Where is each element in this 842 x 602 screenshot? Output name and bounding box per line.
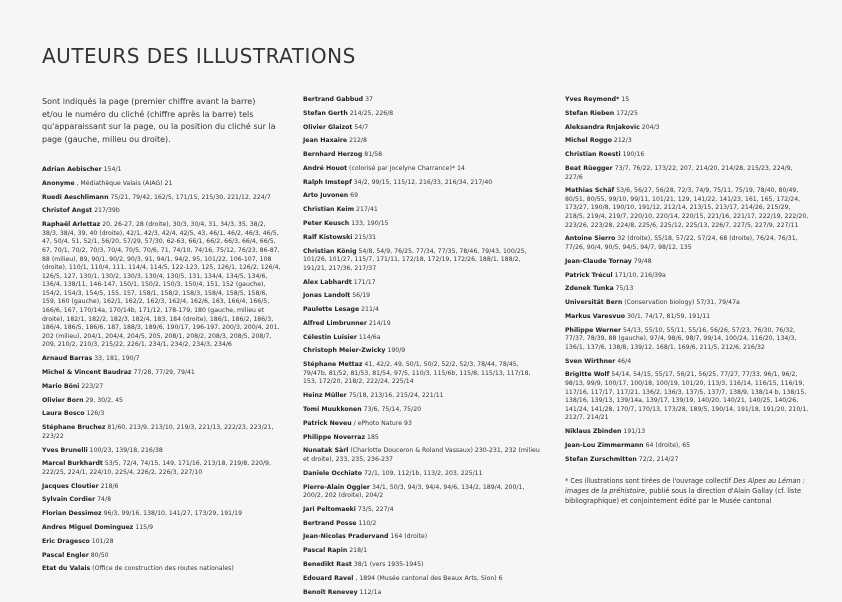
credit-name: Christian Keim: [303, 206, 355, 214]
credit-entry: [303, 320, 543, 329]
credit-entry: [303, 96, 543, 105]
credit-name: Christoph Meier-Zwicky: [303, 347, 386, 355]
credit-name: Patrick Neveu: [303, 419, 352, 427]
column-middle: [303, 96, 543, 602]
credit-name: Niklaus Zbinden: [565, 428, 622, 436]
credit-name: Yves Brunelli: [42, 446, 88, 454]
credit-name: Alex Labhardt: [303, 278, 352, 286]
credit-refs: 75/13: [615, 285, 634, 293]
footnote-rest: , publié sous la direction d'Alain Gallay (cf. liste bibliographique) et conjointement édité par le Musée cantonal: [565, 487, 802, 506]
credit-entry: [303, 392, 543, 401]
credit-refs: 133, 190/15: [351, 220, 389, 228]
credit-name: Arnaud Barras: [42, 355, 93, 363]
credit-refs: 30/1, 74/17, 81/59, 191/11: [626, 312, 711, 320]
credit-name: Ralph Imstepf: [303, 178, 352, 186]
credit-entry: [42, 460, 282, 477]
credit-entry: [565, 137, 810, 146]
credit-name: Jonas Landolt: [303, 292, 351, 300]
credit-entry: [565, 371, 810, 423]
credit-refs: 190/16: [622, 151, 645, 159]
credit-refs: 110/2: [358, 519, 377, 527]
credit-entry: [565, 124, 810, 133]
credit-refs: 15: [621, 96, 630, 103]
credit-entry: [565, 272, 810, 281]
credit-name: Florian Dessimoz: [42, 510, 102, 518]
credit-name: Brigitte Wolf: [565, 371, 610, 379]
credit-name: Alfred Limbrunner: [303, 319, 367, 327]
credit-entry: [303, 470, 543, 479]
credit-name: Ruedi Aeschlimann: [42, 193, 109, 201]
credit-name: Célestin Luisier: [303, 333, 357, 341]
credit-entry: [565, 96, 810, 105]
credit-entry: [303, 506, 543, 515]
credit-name: Christian König: [303, 247, 357, 255]
credit-refs: 115/9: [135, 524, 154, 531]
credit-name: Laura Bosco: [42, 410, 85, 418]
credit-name: Edouard Ravel: [303, 574, 354, 582]
credit-refs: 34/1, 50/3, 94/3, 94/4, 94/6, 134/2, 189/4, 200/1, 200/2, 202 (droite), 204/2: [303, 483, 525, 500]
credit-name: Markus Varesvuo: [565, 312, 625, 320]
credit-name: Christian Roesti: [565, 151, 621, 159]
credit-entry: [565, 313, 810, 322]
credit-refs: 74/8: [97, 496, 112, 504]
credit-refs: 53/6, 56/27, 56/28, 72/3, 74/9, 75/11, 75/19, 78/40, 80/49, 80/51, 80/55, 99/10, 99/11, 101/21, 129, 141/22, 141/23, 161, 165, 172/24, 173/27, 190/8, 190/10, 191/12, 212/14, 213/15, 213/17, 214/26, 215/29, 218/5, 219/4, 219/7, 220/10, 220/14, 220/15, 221/16, 221/17, 222/19, 222/20, 223/26, 223/28, 224/8, 225/6, 225/12, 225/13, 226/7, 227/5, 227/9, 227/11: [565, 187, 809, 229]
credit-entry: [42, 355, 282, 364]
credit-refs: 46/4: [617, 357, 632, 365]
credits-list-middle: [303, 96, 543, 597]
credit-name: Pascal Rapin: [303, 547, 348, 555]
credit-entry: [303, 110, 543, 119]
credit-name: Sylvain Cordier: [42, 496, 96, 504]
column-right: [565, 96, 810, 506]
credit-name: Benedikt Rast: [303, 561, 352, 568]
credit-refs: 38/1 (vers 1935-1945): [353, 561, 424, 568]
credit-refs: 64 (droite), 65: [645, 442, 691, 449]
credit-entry: [303, 220, 543, 229]
credit-name: Beat Rüegger: [565, 164, 613, 172]
credit-refs: 56/19: [352, 292, 371, 300]
credit-entry: [565, 285, 810, 294]
credit-refs: 73/6, 75/14, 75/20: [363, 406, 422, 413]
column-left: [42, 96, 282, 579]
footnote-book-title: Des Alpes au Léman : images de la préhistoire: [565, 477, 805, 496]
credit-entry: [303, 520, 543, 529]
credit-refs: (Conservation biology) 57/31, 79/47a: [624, 299, 740, 307]
credit-name: Ralf Kistowski: [303, 233, 353, 241]
credit-refs: 73/5, 227/4: [357, 505, 394, 513]
credit-entry: [565, 165, 810, 182]
credit-refs: 75/21, 79/42, 162/5, 171/15, 215/30, 221/12, 224/7: [110, 193, 271, 201]
credit-name: Stefan Gerth: [303, 109, 348, 117]
credit-entry: [565, 187, 810, 230]
credit-refs: 77/28, 77/29, 79/41: [133, 369, 195, 376]
credit-name: Pascal Engler: [42, 551, 89, 559]
credit-entry: [565, 258, 810, 267]
credit-name: Olivier Born: [42, 396, 84, 404]
credit-refs: 114/6a: [358, 333, 381, 341]
credit-refs: 54/8, 54/9, 76/25, 77/34, 77/35, 78/46, 79/43, 100/25, 101/26, 101/27, 115/7, 171/11, 172/18, 172/19, 172/26, 188/1, 188/2, 191/21, 217/36, 217/37: [303, 247, 527, 272]
credit-refs: 171/10, 216/39a: [614, 271, 666, 279]
credit-refs: 172/25: [616, 109, 638, 117]
credit-entry: [303, 306, 543, 315]
credit-name: Universität Bern: [565, 299, 623, 307]
credit-name: Stéphane Bruchez: [42, 424, 106, 432]
credit-refs: (colorisé par Jocelyne Charrance)* 14: [349, 164, 465, 172]
credit-refs: 214/25, 226/8: [349, 109, 394, 117]
footnote-lead: * Ces illustrations sont tirées de l'ouvrage collectif: [565, 477, 734, 486]
credit-entry: [303, 334, 543, 343]
credit-refs: 215/31: [354, 233, 377, 241]
credit-refs: 101/28: [91, 537, 114, 545]
credit-entry: [303, 420, 543, 429]
credit-entry: [42, 369, 282, 378]
credit-entry: [42, 397, 282, 406]
credit-refs: 211/4: [361, 306, 379, 314]
credit-refs: 33, 181, 190/7: [94, 355, 140, 363]
credit-refs: 54/13, 55/10, 55/11, 55/16, 56/26, 57/23, 76/30, 76/32, 77/37, 78/39, 88 (gauche), 97/4, 98/6, 98/7, 99/14, 100/24, 116/20, 134/3, 136/1, 137/6, 138/8, 139/12, 168/1, 169/6, 211/5, 212/6, 216/32: [565, 326, 797, 351]
credit-refs: / ePhoto Nature 93: [353, 419, 412, 427]
credit-name: Andres Miguel Dominguez: [42, 524, 134, 531]
credit-name: Aleksandra Rnjakovic: [565, 123, 640, 131]
credit-entry: [303, 547, 543, 556]
credit-name: Sven Wirthner: [565, 357, 616, 365]
credit-refs: 81/58: [364, 151, 383, 159]
credit-name: Bertrand Gabbud: [303, 96, 364, 103]
credit-refs: 217/41: [356, 206, 378, 214]
credit-entry: [303, 124, 543, 133]
credit-entry: [565, 442, 810, 451]
credit-name: André Houot: [303, 164, 348, 172]
credit-refs: 218/6: [100, 482, 119, 490]
credit-name: Christof Angst: [42, 207, 93, 215]
credit-refs: (Charlotte Douceron & Roland Vassaux) 230-231, 232 (milieu et droite), 233, 235, 236-237: [303, 447, 540, 463]
footnote: [565, 476, 810, 506]
credit-refs: 29, 30/2, 45: [85, 396, 123, 404]
credit-name: Heinz Müller: [303, 392, 347, 400]
credit-name: Jean-Claude Tornay: [565, 257, 632, 265]
credit-refs: 79/48: [633, 257, 652, 265]
credit-entry: [303, 575, 543, 584]
credit-refs: , Médiathèque Valais (AIAG) 21: [76, 179, 173, 187]
credit-name: Adrian Aebischer: [42, 166, 102, 173]
credit-entry: [42, 524, 282, 533]
credit-entry: [42, 552, 282, 561]
credit-name: Michel Roggo: [565, 137, 612, 145]
credit-entry: [565, 428, 810, 437]
credit-name: Daniele Occhiato: [303, 469, 363, 477]
credit-entry: [303, 561, 543, 570]
credit-entry: [303, 292, 543, 301]
credit-name: Stefan Rieben: [565, 109, 615, 117]
credit-entry: [303, 361, 543, 387]
credit-name: Stefan Zurschmitten: [565, 455, 637, 463]
credit-entry: [42, 510, 282, 519]
credit-refs: 80/50: [90, 551, 109, 559]
credit-name: Bernhard Herzog: [303, 151, 363, 159]
credit-entry: [303, 137, 543, 146]
credit-name: Antoine Sierro: [565, 235, 616, 243]
credit-name: Peter Keusch: [303, 220, 350, 228]
credit-name: Pierre-Alain Oggier: [303, 483, 370, 491]
credit-entry: [303, 279, 543, 288]
credit-entry: [565, 327, 810, 353]
credit-refs: 223/27: [81, 382, 104, 390]
credit-entry: [303, 484, 543, 501]
credit-refs: 32 (droite), 55/18, 57/22, 57/24, 68 (droite), 76/24, 76/31, 77/26, 90/4, 90/5, 94/5, 94/7, 98/12, 135: [565, 235, 798, 252]
credit-refs: 217/39b: [94, 207, 120, 215]
credit-name: Jean Haxaire: [303, 137, 348, 145]
credit-refs: 191/13: [623, 428, 646, 436]
credit-name: Benoît Renevey: [303, 588, 358, 596]
credit-refs: 218/1: [349, 547, 368, 555]
credit-name: Anonyme: [42, 179, 75, 187]
credit-refs: 75/18, 213/16, 215/24, 221/11: [348, 392, 444, 400]
credit-entry: [42, 447, 282, 456]
credit-refs: 73/7, 76/22, 173/22, 207, 214/20, 214/28, 215/23, 224/9, 227/6: [565, 164, 793, 181]
credit-refs: 20, 26-27, 28 (droite), 30/3, 30/4, 31, 34/3, 35, 38/2, 38/3, 38/4, 39, 40 (droite), 42/1, 42/3, 42/4, 42/5, 43, 46/1, 46/2, 46/3, 46/5, 47, 50/4, 51, 52/1, 56/20, 57/29, 57/30, 62-63, 66/1, 66/2, 66/3, 66/4, 66/5, 67, 70/1, 70/2, 70/3, 70/4, 70/5, 70/6, 71, 74/10, 74/16, 75/12, 76/23, 86-87, 88 (milieu), 89, 90/1, 90/2, 90/3, 91, 94/1, 94/2, 95, 101/22, 106-107, 108 (droite), 110/1, 110/4, 111, 114/4, 114/5, 122-123, 125, 126/1, 126/2, 126/4, 126/5, 127, 130/1, 130/2, 130/3, 130/4, 130/5, 131, 134/4, 134/5, 134/6, 136/4, 138/11, 146-147, 150/1, 150/2, 150/3, 150/4, 151, 152 (gauche), 154/2, 154/3, 154/5, 155, 157, 158/1, 158/2, 158/3, 158/4, 158/5, 158/6, 159, 160 (gauche), 162/1, 162/2, 162/3, 162/4, 162/6, 163, 166/4, 166/5, 166/6, 167, 170/14a, 170/14b, 171/12, 178-179, 180 (gauche, milieu et droite), 182/1, 182/2, 182/3, 182/4, 183, 184 (droite), 186/1, 186/2, 186/3, 186/4, 186/5, 186/6, 187, 188/3, 189/6, 190/17, 196-197, 200/3, 200/4, 201, 202 (milieu), 204/1, 204/4, 204/5, 205, 208/1, 208/2, 208/3, 208/5, 208/7, 209, 210/2, 210/3, 215/22, 226/1, 234/1, 234/2, 234/3, 234/6: [42, 221, 281, 349]
credit-refs: 72/2, 214/27: [638, 455, 679, 463]
credit-entry: [42, 496, 282, 505]
credit-entry: [42, 194, 282, 203]
credit-entry: [42, 180, 282, 189]
credit-entry: [303, 533, 543, 542]
credit-name: Michel & Vincent Baudraz: [42, 369, 132, 376]
credit-name: Stéphane Mettaz: [303, 361, 363, 369]
credit-entry: [303, 179, 543, 188]
credit-name: Mathias Schäf: [565, 187, 615, 195]
credit-refs: (Office de construction des routes nationales): [92, 565, 234, 573]
credit-entry: [303, 347, 543, 356]
credit-name: Marcel Burkhardt: [42, 460, 103, 468]
credit-entry: [42, 410, 282, 419]
credit-entry: [42, 207, 282, 216]
credit-refs: , 1894 (Musée cantonal des Beaux Arts, Sion) 6: [355, 574, 503, 582]
credit-entry: [303, 165, 543, 174]
credit-entry: [42, 483, 282, 492]
credit-entry: [42, 383, 282, 392]
credit-refs: 41, 42/2, 49, 50/1, 50/2, 52/2, 52/3, 78/44, 78/45, 79/47b, 81/52, 81/53, 81/54, 97/5, 110/3, 115/6b, 115/8, 115/13, 117/18, 153, 172/20, 218/2, 222/24, 225/14: [303, 361, 531, 386]
credit-name: Jean-Nicolas Pradervand: [303, 533, 389, 541]
credit-name: Patrick Trécul: [565, 271, 613, 279]
credit-refs: 100/23, 139/18, 216/38: [89, 446, 163, 454]
credit-entry: [303, 192, 543, 201]
credit-name: Paulette Lesage: [303, 306, 360, 314]
credit-name: Nunatak Sàrl: [303, 447, 349, 455]
credit-name: Yves Reymond*: [565, 96, 620, 103]
credit-refs: 190/9: [387, 347, 406, 355]
credit-entry: [303, 406, 543, 415]
credit-entry: [565, 151, 810, 160]
credit-name: Bertrand Posse: [303, 519, 357, 527]
credit-name: Tomi Muukkonen: [303, 406, 362, 413]
credit-refs: 171/17: [353, 278, 376, 286]
credit-refs: 72/1, 109, 112/1b, 113/2, 203, 225/11: [363, 469, 483, 477]
credit-refs: 112/1a: [359, 588, 382, 596]
credit-entry: [565, 299, 810, 308]
credit-refs: 96/3, 99/16, 138/10, 141/27, 173/29, 191/19: [103, 510, 243, 518]
credits-list-right: [565, 96, 810, 464]
credit-name: Philippe Werner: [565, 326, 622, 334]
credit-name: Jari Peltomaeki: [303, 505, 356, 513]
credit-name: Zdenek Tunka: [565, 285, 614, 293]
credit-entry: [42, 221, 282, 350]
credit-refs: 154/1: [103, 166, 122, 173]
credit-entry: [565, 456, 810, 465]
page-title: AUTEURS DES ILLUSTRATIONS: [42, 44, 356, 68]
credit-refs: 81/60, 213/9, 213/10, 219/3, 221/13, 222/23, 223/21, 223/22: [42, 424, 274, 440]
credit-refs: 164 (droite): [390, 533, 428, 541]
credit-name: Jacques Cloutier: [42, 482, 99, 490]
credit-entry: [42, 538, 282, 547]
credit-name: Raphaël Arlettaz: [42, 221, 101, 229]
credit-entry: [303, 234, 543, 243]
credit-entry: [565, 110, 810, 119]
credit-name: Arto Juvonen: [303, 192, 349, 200]
credit-entry: [303, 447, 543, 464]
credit-entry: [303, 589, 543, 598]
credit-refs: 212/8: [349, 137, 367, 145]
credit-name: Philippe Noverraz: [303, 433, 366, 441]
credit-entry: [565, 235, 810, 252]
credit-refs: 212/3: [613, 137, 632, 145]
credit-entry: [303, 206, 543, 215]
credit-name: Eric Dragesco: [42, 537, 90, 545]
credit-entry: [565, 358, 810, 367]
credit-entry: [303, 434, 543, 443]
credit-refs: 34/2, 99/15, 115/12, 216/33, 216/34, 217/40: [353, 178, 493, 186]
credit-refs: 185: [367, 433, 379, 441]
intro-text: Sont indiqués la page (premier chiffre avant la barre) et/ou le numéro du cliché (chiffre après la barre) tels qu'apparaissant sur la page, ou la position du cliché sur la page (gauche, milieu ou droite).: [42, 97, 276, 144]
credits-list-left: [42, 166, 282, 574]
credit-name: Etat du Valais: [42, 565, 91, 573]
credit-refs: 69: [350, 192, 359, 200]
credit-name: Jean-Lou Zimmermann: [565, 442, 644, 449]
credit-entry: [303, 248, 543, 274]
credit-refs: 54/7: [354, 123, 369, 131]
credit-entry: [303, 151, 543, 160]
credit-refs: 37: [365, 96, 373, 103]
credit-entry: [42, 424, 282, 441]
credit-name: Olivier Glaizot: [303, 123, 353, 131]
credit-refs: 53/5, 72/4, 74/15, 149, 171/16, 213/18, 219/8, 220/9, 222/25, 224/1, 224/10, 225/4, 226/2, 226/3, 227/10: [42, 460, 271, 476]
credit-entry: [42, 565, 282, 574]
credit-refs: 54/14, 54/15, 55/17, 56/21, 56/25, 77/27, 77/33, 96/1, 96/2, 98/13, 99/9, 100/17, 100/18, 100/19, 101/20, 113/3, 116/14, 116/15, 116/19, 117/16, 117/17, 117/21, 136/2, 136/3, 137/5, 137/7, 138/9, 138/14 b, 138/15, 138/16, 139/13, 139/14a, 139/17, 139/19, 140/20, 140/21, 140/25, 140/26, 141/24, 141/28, 170/7, 170/13, 173/28, 189/5, 190/14, 191/18, 191/20, 210/1, 212/7, 214/21: [565, 371, 809, 422]
credit-refs: 214/19: [368, 319, 391, 327]
credit-refs: 126/3: [86, 410, 105, 418]
credit-entry: [42, 166, 282, 175]
credit-name: Mario Böni: [42, 382, 80, 390]
credit-refs: 204/3: [641, 123, 660, 131]
